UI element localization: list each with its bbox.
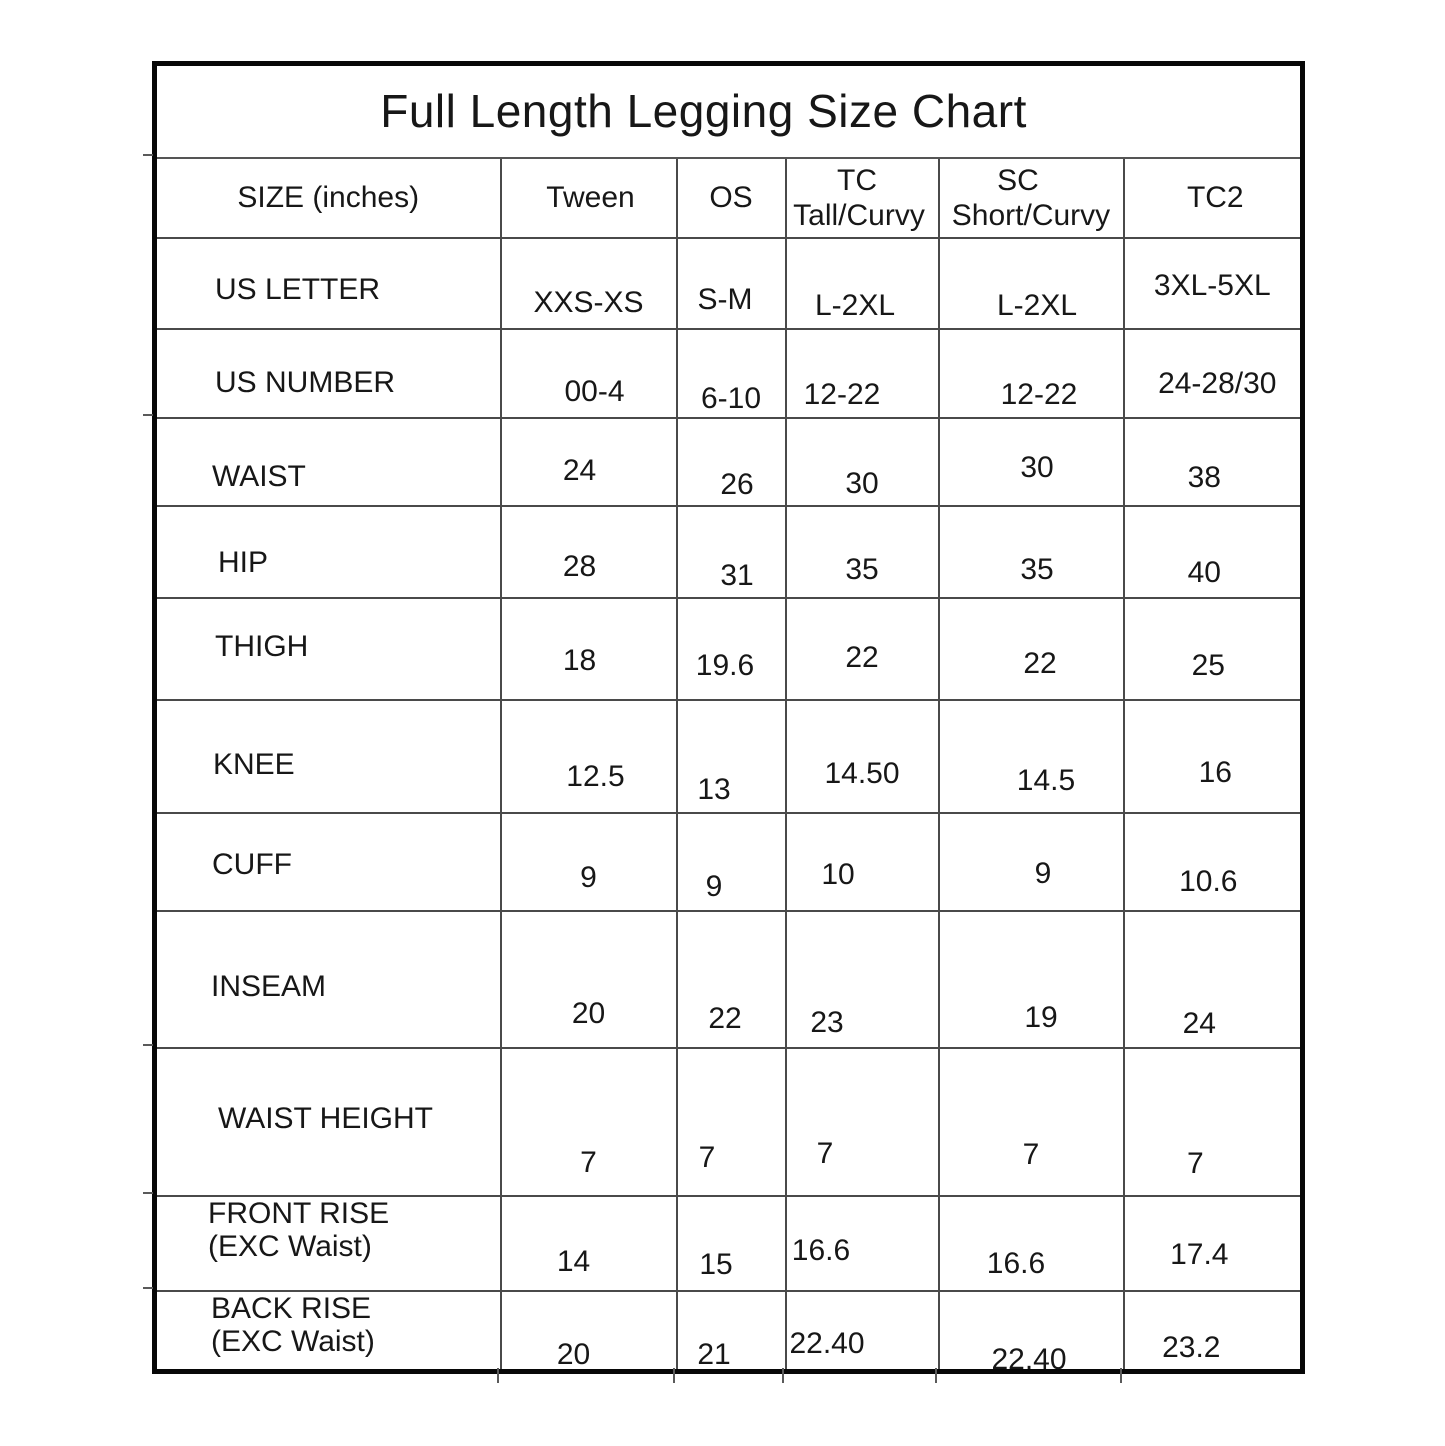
- row-us-letter: [155, 238, 1303, 329]
- cell-value: 22: [708, 1002, 742, 1035]
- waist-height-sc-cell: [939, 1048, 1124, 1196]
- header-size: [155, 158, 501, 238]
- thigh-os-cell: [677, 598, 786, 700]
- knee-tc2-cell: [1124, 700, 1303, 813]
- thigh-sc-cell: [939, 598, 1124, 700]
- cell-value: 30: [1020, 450, 1054, 484]
- waist-tc-cell: [786, 418, 939, 506]
- hip-tc2-cell: [1124, 506, 1303, 598]
- header-row: [155, 158, 1303, 238]
- title-row: [155, 64, 1303, 158]
- row-back-rise: [155, 1291, 1303, 1372]
- row-label: US LETTER: [215, 273, 381, 306]
- cell-value: 19.6: [695, 648, 755, 682]
- cell-value: 25: [1191, 648, 1225, 682]
- us-letter-label-cell: [155, 238, 501, 329]
- row-waist: [155, 418, 1303, 506]
- back-rise-os-cell: [677, 1291, 786, 1372]
- row-label: BACK RISE: [211, 1291, 372, 1325]
- gridline-stub: [143, 154, 153, 156]
- gridline-stub: [143, 1287, 153, 1289]
- gridline-stub: [497, 1368, 499, 1383]
- knee-os-cell: [677, 700, 786, 813]
- cell-value: XXS-XS: [533, 286, 644, 319]
- us-letter-sc-cell: [939, 238, 1124, 329]
- cell-value: 20: [571, 997, 606, 1030]
- gridline-stub: [935, 1368, 937, 1383]
- us-number-tween-cell: [501, 329, 677, 418]
- front-rise-sc-cell: [939, 1196, 1124, 1291]
- us-number-os-cell: [677, 329, 786, 418]
- cell-value: 17.4: [1170, 1238, 1229, 1271]
- header-tc-sublabel: Tall/Curvy: [793, 198, 925, 232]
- front-rise-tc-cell: [786, 1196, 939, 1291]
- back-rise-tween-cell: [501, 1291, 677, 1372]
- cell-value: 7: [580, 1145, 597, 1179]
- knee-tween-cell: [501, 700, 677, 813]
- cell-value: 14.50: [824, 757, 900, 790]
- cell-value: 19: [1024, 1001, 1058, 1034]
- knee-tc-cell: [786, 700, 939, 813]
- cell-value: 14.5: [1016, 764, 1076, 797]
- back-rise-tc2-cell: [1124, 1291, 1303, 1372]
- knee-sc-cell: [939, 700, 1124, 813]
- row-sublabel: (EXC Waist): [211, 1324, 375, 1358]
- cell-value: 16: [1198, 756, 1232, 789]
- row-label: HIP: [218, 545, 269, 579]
- cell-value: 16.6: [986, 1247, 1046, 1280]
- row-label: WAIST HEIGHT: [218, 1101, 434, 1135]
- cell-value: 22: [845, 640, 879, 674]
- waist-height-tc2-cell: [1124, 1048, 1303, 1196]
- waist-label-cell: [155, 418, 501, 506]
- cell-value: 10.6: [1179, 864, 1238, 898]
- waist-os-cell: [677, 418, 786, 506]
- hip-tc-cell: [786, 506, 939, 598]
- thigh-tween-cell: [501, 598, 677, 700]
- row-thigh: [155, 598, 1303, 700]
- cell-value: 24-28/30: [1158, 367, 1277, 400]
- header-tween-label: Tween: [546, 181, 635, 214]
- row-label: THIGH: [215, 629, 309, 663]
- header-size-label: SIZE (inches): [237, 181, 420, 214]
- gridline-stub: [782, 1368, 784, 1383]
- header-tc-label: TC: [837, 163, 877, 197]
- us-number-tc2-cell: [1124, 329, 1303, 418]
- cell-value: 18: [562, 643, 597, 677]
- cell-value: 7: [1186, 1146, 1204, 1180]
- cell-value: 14: [556, 1245, 591, 1278]
- cell-value: 6-10: [700, 382, 762, 415]
- row-us-number: [155, 329, 1303, 418]
- us-number-label-cell: [155, 329, 501, 418]
- cell-value: L-2XL: [996, 289, 1078, 322]
- cell-value: 9: [580, 860, 597, 894]
- cell-value: 22.40: [991, 1343, 1067, 1377]
- cell-value: 35: [845, 552, 879, 586]
- cell-value: 15: [699, 1248, 733, 1281]
- us-number-sc-cell: [939, 329, 1124, 418]
- row-hip: [155, 506, 1303, 598]
- cell-value: 7: [1022, 1137, 1040, 1171]
- cuff-tc-cell: [786, 813, 939, 911]
- chart-title-cell: [155, 64, 1303, 158]
- us-number-tc-cell: [786, 329, 939, 418]
- hip-os-cell: [677, 506, 786, 598]
- cell-value: 22: [1023, 646, 1057, 680]
- gridline-stub: [673, 1368, 675, 1383]
- cell-value: 22.40: [789, 1327, 865, 1361]
- inseam-tween-cell: [501, 911, 677, 1048]
- cell-value: 7: [816, 1136, 834, 1170]
- front-rise-tc2-cell: [1124, 1196, 1303, 1291]
- row-label-group: [211, 1292, 375, 1358]
- header-tc: [786, 158, 939, 238]
- header-tc2: [1124, 158, 1303, 238]
- gridline-stub: [143, 1192, 153, 1194]
- front-rise-os-cell: [677, 1196, 786, 1291]
- waist-tc2-cell: [1124, 418, 1303, 506]
- thigh-label-cell: [155, 598, 501, 700]
- waist-height-label-cell: [155, 1048, 501, 1196]
- cell-value: 31: [720, 558, 754, 592]
- cell-value: 10: [821, 857, 855, 891]
- back-rise-tc-cell: [786, 1291, 939, 1372]
- inseam-label-cell: [155, 911, 501, 1048]
- header-tc2-label: TC2: [1186, 181, 1244, 214]
- inseam-tc2-cell: [1124, 911, 1303, 1048]
- cell-value: 3XL-5XL: [1153, 269, 1271, 302]
- cell-value: 24: [562, 453, 597, 487]
- thigh-tc-cell: [786, 598, 939, 700]
- cell-value: 12-22: [1000, 378, 1078, 411]
- row-inseam: [155, 911, 1303, 1048]
- cell-value: 35: [1020, 552, 1054, 586]
- row-knee: [155, 700, 1303, 813]
- us-letter-os-cell: [677, 238, 786, 329]
- header-sc-label: SC: [997, 163, 1039, 197]
- inseam-sc-cell: [939, 911, 1124, 1048]
- cell-value: 21: [697, 1338, 731, 1372]
- header-sc: [939, 158, 1124, 238]
- knee-label-cell: [155, 700, 501, 813]
- gridline-stub: [143, 1044, 153, 1046]
- row-label: WAIST: [212, 459, 306, 493]
- cell-value: 20: [556, 1338, 591, 1372]
- waist-sc-cell: [939, 418, 1124, 506]
- us-letter-tc2-cell: [1124, 238, 1303, 329]
- header-os-label: OS: [709, 181, 753, 214]
- row-label: US NUMBER: [215, 366, 396, 399]
- cell-value: 23.2: [1162, 1331, 1221, 1365]
- cuff-tween-cell: [501, 813, 677, 911]
- cuff-sc-cell: [939, 813, 1124, 911]
- cell-value: 9: [1034, 856, 1052, 890]
- row-label: KNEE: [213, 748, 295, 781]
- gridline-stub: [1120, 1368, 1122, 1383]
- chart-title: Full Length Legging Size Chart: [380, 85, 1027, 138]
- back-rise-label-cell: [155, 1291, 501, 1372]
- cuff-label-cell: [155, 813, 501, 911]
- front-rise-label-cell: [155, 1196, 501, 1291]
- row-label: CUFF: [212, 847, 292, 881]
- cell-value: 28: [562, 549, 597, 583]
- header-os: [677, 158, 786, 238]
- hip-sc-cell: [939, 506, 1124, 598]
- cuff-os-cell: [677, 813, 786, 911]
- back-rise-sc-cell: [939, 1291, 1124, 1377]
- waist-tween-cell: [501, 418, 677, 506]
- waist-height-tc-cell: [786, 1048, 939, 1196]
- cell-value: 7: [698, 1140, 716, 1174]
- cell-value: 40: [1187, 555, 1221, 589]
- header-tween: [501, 158, 677, 238]
- gridline-stub: [143, 414, 153, 416]
- inseam-tc-cell: [786, 911, 939, 1048]
- hip-tween-cell: [501, 506, 677, 598]
- cell-value: 38: [1187, 460, 1221, 494]
- waist-height-tween-cell: [501, 1048, 677, 1196]
- us-letter-tc-cell: [786, 238, 939, 329]
- thigh-tc2-cell: [1124, 598, 1303, 700]
- cell-value: 26: [720, 467, 754, 501]
- row-sublabel: (EXC Waist): [208, 1229, 372, 1263]
- header-sc-sublabel: Short/Curvy: [951, 198, 1111, 232]
- cell-value: 16.6: [791, 1234, 851, 1267]
- cell-value: 12-22: [803, 378, 881, 411]
- cell-value: 30: [845, 466, 879, 500]
- legging-size-chart-table: [152, 61, 1305, 1377]
- waist-height-os-cell: [677, 1048, 786, 1196]
- row-waist-height: [155, 1048, 1303, 1196]
- cell-value: 13: [697, 773, 731, 806]
- cell-value: 24: [1182, 1007, 1216, 1040]
- inseam-os-cell: [677, 911, 786, 1048]
- row-label-group: [208, 1197, 389, 1263]
- cell-value: 00-4: [564, 375, 625, 408]
- hip-label-cell: [155, 506, 501, 598]
- cell-value: 23: [810, 1006, 844, 1039]
- row-label: INSEAM: [211, 970, 327, 1003]
- row-front-rise: [155, 1196, 1303, 1291]
- cell-value: S-M: [697, 283, 753, 316]
- row-cuff: [155, 813, 1303, 911]
- front-rise-tween-cell: [501, 1196, 677, 1291]
- cell-value: 9: [705, 869, 723, 903]
- cuff-tc2-cell: [1124, 813, 1303, 911]
- cell-value: L-2XL: [814, 289, 896, 322]
- cell-value: 12.5: [566, 760, 625, 793]
- row-label: FRONT RISE: [208, 1196, 390, 1230]
- us-letter-tween-cell: [501, 238, 677, 329]
